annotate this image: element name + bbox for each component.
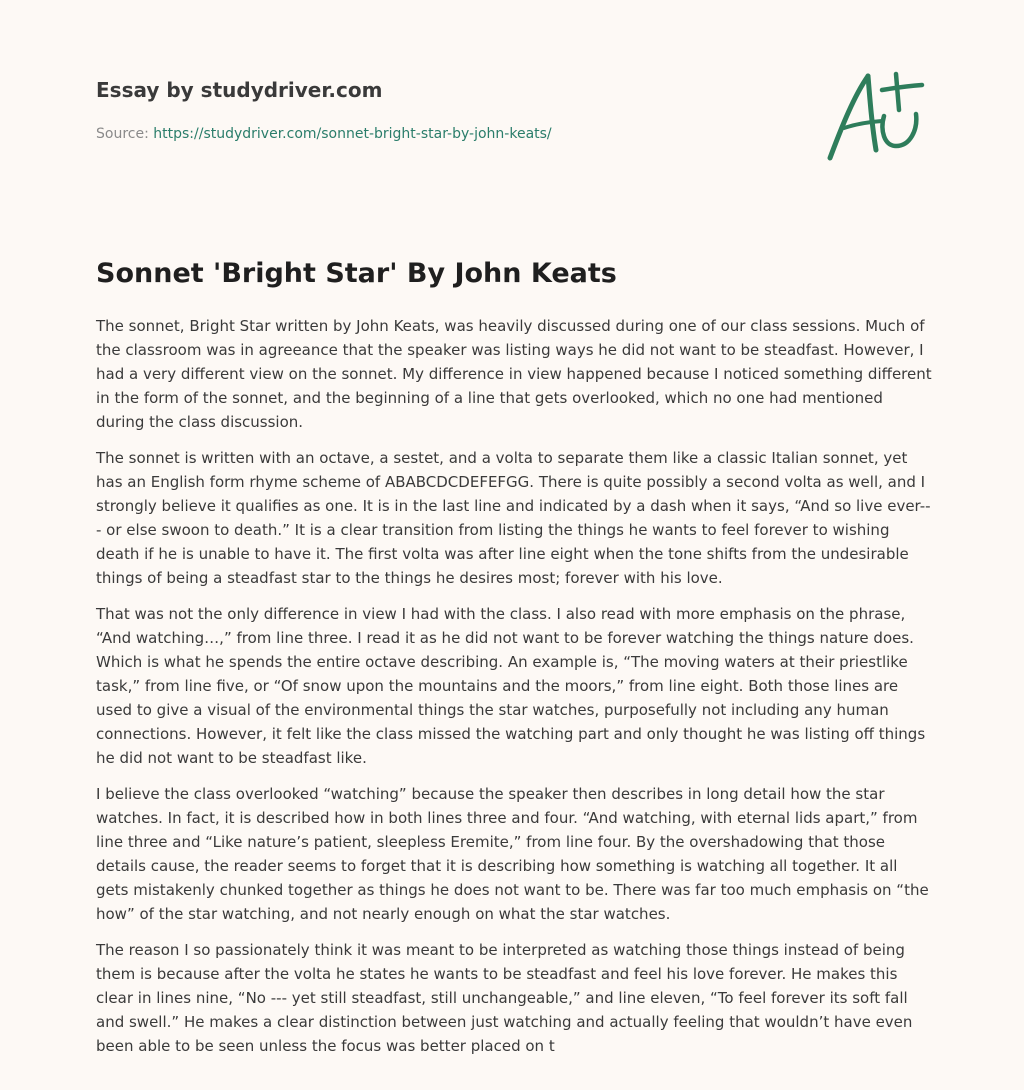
site-title: Essay by studydriver.com — [96, 78, 383, 102]
page-header — [96, 76, 796, 144]
source-line — [96, 124, 796, 144]
essay-paragraph: The sonnet is written with an octave, a sestet, and a volta to separate them like a classic Italian sonnet, yet has an English form rhyme scheme of ABABCDCDEFEFGG. There is quite possibly a second volta as well, and I strongly believe it qualifies as one. It is in the last line and indicated by a dash when it says, “And so live ever--- or else swoon to death.” It is a clear transition from listing the things he wants to feel forever to wishing death if he is unable to have it. The first volta was after line eight when the tone shifts from the undesirable things of being a steadfast star to the things he desires most; forever with his love. — [96, 449, 931, 587]
source-label: Source: — [96, 126, 149, 142]
essay-body — [96, 314, 932, 1070]
essay-paragraph: The sonnet, Bright Star written by John Keats, was heavily discussed during one of our class sessions. Much of the classroom was in agreeance that the speaker was listing ways he did not want to be steadfast. However, I had a very different view on the sonnet. My difference in view happened because I noticed something different in the form of the sonnet, and the beginning of a line that gets overlooked, which no one had mentioned during the class discussion. — [96, 317, 932, 431]
essay-title: Sonnet 'Bright Star' By John Keats — [96, 258, 617, 289]
essay-paragraph: I believe the class overlooked “watching” because the speaker then describes in long detail how the star watches. In fact, it is described how in both lines three and four. “And watching, with eternal lids apart,” from line three and “Like nature’s patient, sleepless Eremite,” from line four. By the overshadowing that those details cause, the reader seems to forget that it is describing how something is watching all together. It all gets mistakenly chunked together as things he does not want to be. There was far too much emphasis on “the how” of the star watching, and not nearly enough on what the star watches. — [96, 785, 929, 923]
source-link[interactable]: https://studydriver.com/sonnet-bright-star-by-john-keats/ — [153, 126, 552, 142]
essay-paragraph: That was not the only difference in view I had with the class. I also read with more emphasis on the phrase, “And watching…,” from line three. I read it as he did not want to be forever watching the things nature does. Which is what he spends the entire octave describing. An example is, “The moving waters at their priestlike task,” from line five, or “Of snow upon the mountains and the moors,” from line eight. Both those lines are used to give a visual of the environmental things the star watches, purposefully not including any human connections. However, it felt like the class missed the watching part and only thought he was listing off things he did not want to be steadfast like. — [96, 605, 926, 767]
essay-paragraph: The reason I so passionately think it was meant to be interpreted as watching those things instead of being them is because after the volta he states he wants to be steadfast and feel his love forever. He makes this clear in lines nine, “No --- yet still steadfast, still unchangeable,” and line eleven, “To feel forever its soft fall and swell.” He makes a clear distinction between just watching and actually feeling that wouldn’t have even been able to be seen unless the focus was better placed on t — [96, 941, 913, 1055]
a-plus-logo-icon — [820, 66, 930, 166]
